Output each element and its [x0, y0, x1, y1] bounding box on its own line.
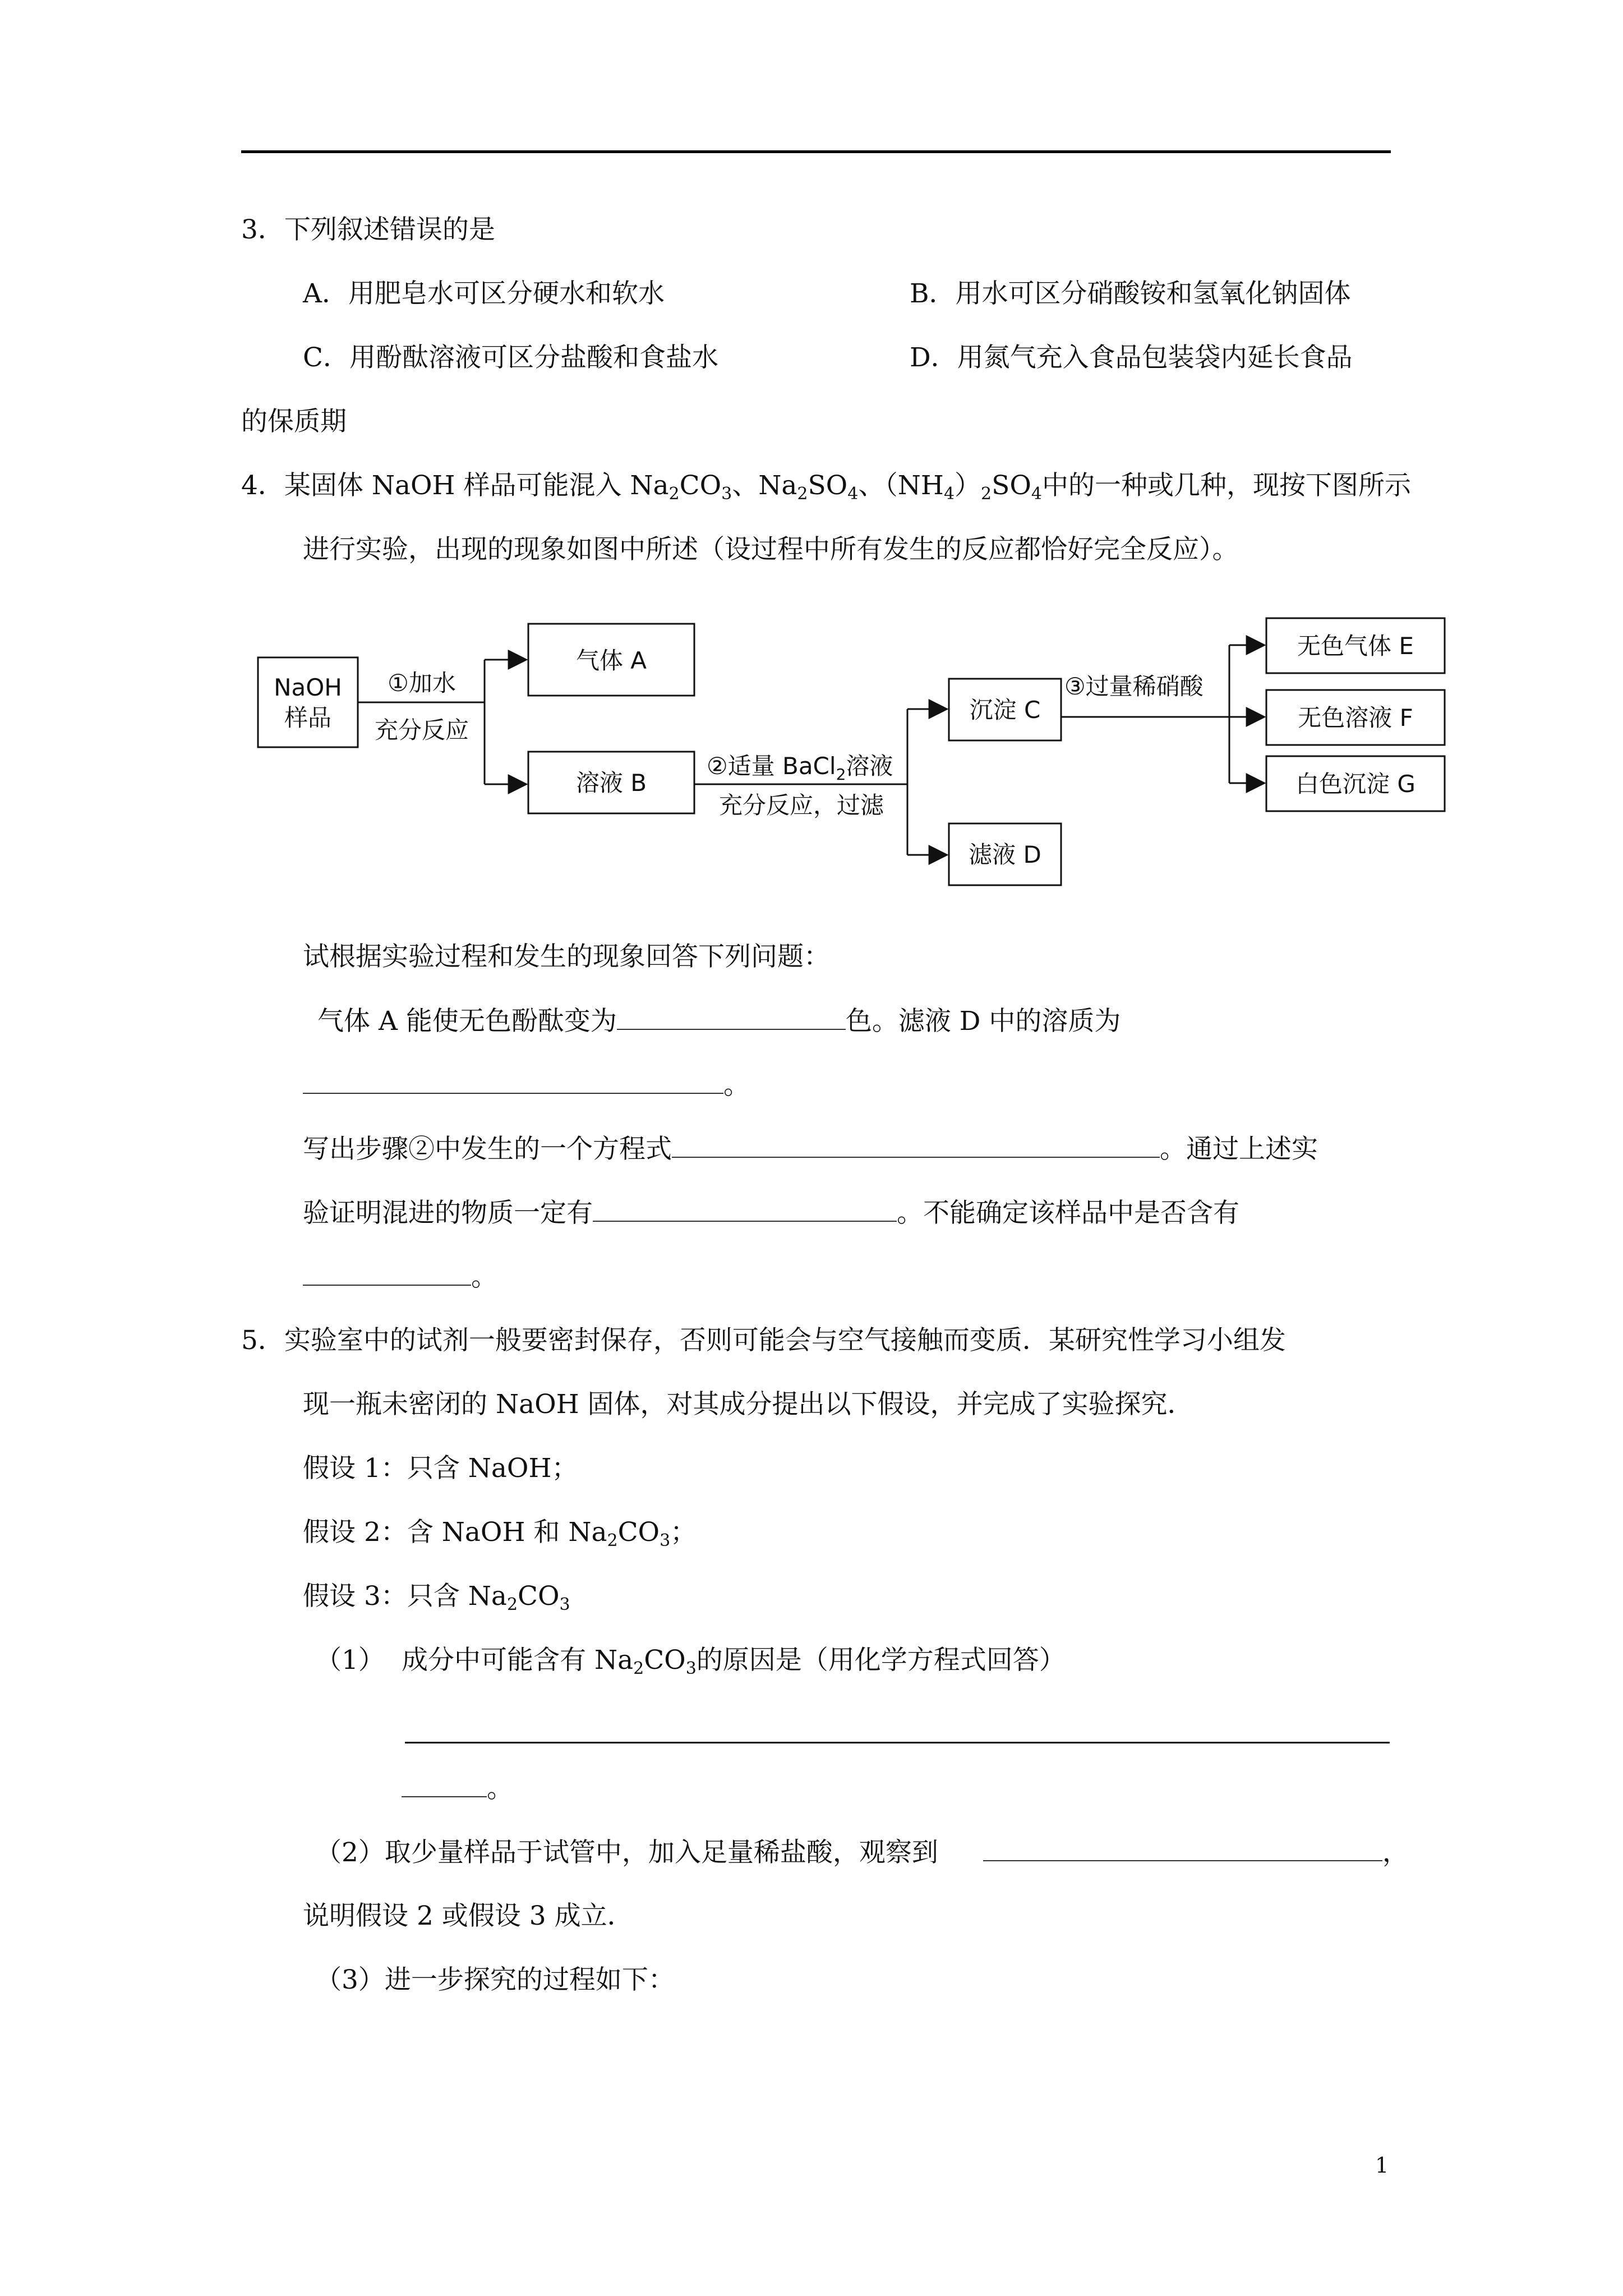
q4-stem-part: SO — [992, 470, 1031, 501]
answer-blank-equation-cont[interactable] — [402, 1772, 487, 1797]
subscript: 3 — [721, 484, 732, 504]
q4-line2 — [303, 1068, 750, 1102]
q5-part1 — [402, 1644, 1066, 1677]
q5-part3: （3）进一步探究的过程如下： — [315, 1964, 675, 1995]
q4-prompt: 试根据实验过程和发生的现象回答下列问题： — [303, 941, 830, 972]
label-naoh: NaOH — [274, 674, 342, 701]
label-solution-b: 溶液 B — [575, 769, 647, 797]
q5-part1-number: （1） — [315, 1645, 385, 1676]
subscript: 3 — [685, 1659, 697, 1678]
step2-text: ②适量 BaCl — [707, 752, 836, 780]
q4-line4 — [303, 1196, 1239, 1230]
q3-option-b: B．用水可区分硝酸铵和氢氧化钠固体 — [910, 278, 1351, 309]
q3-stem: 3．下列叙述错误的是 — [241, 214, 495, 245]
experiment-flow-diagram — [247, 606, 1469, 903]
step2-subscript: 2 — [836, 765, 846, 784]
q4-text: 。 — [471, 1262, 497, 1292]
q5-part2 — [315, 1835, 1409, 1870]
subscript: 2 — [633, 1659, 644, 1678]
subscript: 4 — [1031, 484, 1042, 504]
answer-blank-uncertain[interactable] — [303, 1260, 471, 1286]
q3-option-d: D．用氮气充入食品包装袋内延长食品 — [910, 342, 1353, 373]
q5-stem-line2: 现一瓶未密闭的 NaOH 固体，对其成分提出以下假设，并完成了实验探究． — [303, 1389, 1194, 1420]
label-solution-f: 无色溶液 F — [1298, 704, 1413, 731]
label-step3-nitric-acid: ③过量稀硝酸 — [1064, 673, 1204, 700]
q4-stem-part: SO — [808, 470, 848, 501]
step2-text: 溶液 — [846, 752, 893, 780]
answer-blank-filtrate-solute[interactable] — [303, 1068, 723, 1094]
q5-stem: 5．实验室中的试剂一般要密封保存，否则可能会与空气接触而变质．某研究性学习小组发 — [241, 1325, 1286, 1356]
label-precipitate-c: 沉淀 C — [969, 696, 1041, 724]
subscript: 2 — [981, 484, 992, 504]
q5-part2-conclusion: 说明假设 2 或假设 3 成立． — [303, 1901, 634, 1931]
subscript: 2 — [668, 484, 680, 504]
q5-text: CO — [518, 1581, 560, 1612]
hypothesis-2 — [303, 1516, 697, 1549]
q5-text: CO — [617, 1517, 660, 1548]
label-gas-a: 气体 A — [575, 647, 647, 674]
subscript: 3 — [660, 1531, 671, 1550]
q4-stem-part: 中的一种或几种，现按下图所示 — [1041, 470, 1411, 501]
hypothesis-3 — [303, 1580, 570, 1613]
label-step2-bacl2 — [707, 752, 893, 784]
box-naoh-sample — [258, 657, 358, 747]
q4-text: 。不能确定该样品中是否含有 — [897, 1198, 1239, 1228]
q5-text: 。 — [487, 1773, 513, 1804]
q5-text: （2）取少量样品于试管中，加入足量稀盐酸，观察到 — [315, 1837, 938, 1868]
q4-text: 验证明混进的物质一定有 — [303, 1198, 593, 1228]
hypothesis-1: 假设 1：只含 NaOH； — [303, 1453, 578, 1484]
q5-text: 假设 3：只含 Na — [303, 1581, 507, 1612]
label-sample: 样品 — [284, 704, 332, 731]
label-step1-add-water: ①加水 — [388, 669, 456, 697]
q4-line3 — [303, 1132, 1318, 1166]
q3-option-c: C．用酚酞溶液可区分盐酸和食盐水 — [303, 342, 718, 373]
subscript: 4 — [943, 484, 955, 504]
q5-text: ， — [1382, 1837, 1409, 1868]
answer-blank-substances[interactable] — [593, 1196, 897, 1222]
q4-text: 写出步骤②中发生的一个方程式 — [303, 1134, 672, 1165]
q4-line1 — [317, 1004, 1121, 1038]
q4-line5 — [303, 1260, 497, 1294]
label-filtrate-d: 滤液 D — [969, 841, 1041, 868]
q5-text: CO — [644, 1645, 686, 1676]
q3-option-d-cont: 的保质期 — [241, 406, 347, 437]
subscript: 4 — [847, 484, 859, 504]
q4-text: 色。滤液 D 中的溶质为 — [845, 1006, 1121, 1037]
answer-blank-equation[interactable] — [672, 1132, 1160, 1158]
page-number: 1 — [1375, 2153, 1389, 2178]
q4-stem-part: 、Na — [732, 470, 797, 501]
answer-blank-observation[interactable] — [983, 1835, 1382, 1861]
answer-blank-color[interactable] — [617, 1004, 846, 1030]
q4-text: 气体 A 能使无色酚酞变为 — [317, 1006, 617, 1037]
q4-stem-part: CO — [679, 470, 722, 501]
subscript: 3 — [559, 1595, 570, 1614]
q4-stem — [241, 469, 1411, 503]
subscript: 2 — [797, 484, 808, 504]
label-step1-react: 充分反应 — [374, 716, 469, 744]
label-gas-e: 无色气体 E — [1297, 632, 1414, 660]
q5-text: 的原因是（用化学方程式回答） — [696, 1645, 1066, 1676]
q4-stem-line2: 进行实验，出现的现象如图中所述（设过程中所有发生的反应都恰好完全反应）。 — [303, 534, 1239, 565]
header-rule — [241, 150, 1391, 153]
q4-text: 。 — [723, 1070, 750, 1101]
subscript: 2 — [607, 1531, 618, 1550]
q3-option-a: A．用肥皂水可区分硬水和软水 — [303, 278, 665, 309]
q4-stem-part: 4．某固体 NaOH 样品可能混入 Na — [241, 470, 669, 501]
label-step2-filter: 充分反应，过滤 — [719, 792, 884, 819]
answer-line-equation[interactable] — [405, 1742, 1390, 1743]
label-precipitate-g: 白色沉淀 G — [1295, 770, 1415, 798]
q5-text: ； — [670, 1517, 697, 1548]
q4-stem-part: 、（NH — [858, 470, 944, 501]
q4-text: 。通过上述实 — [1160, 1134, 1318, 1165]
q4-stem-part: ） — [955, 470, 981, 501]
q5-part1-end — [402, 1772, 513, 1806]
q5-text: 假设 2：含 NaOH 和 Na — [303, 1517, 607, 1548]
q5-text: 成分中可能含有 Na — [402, 1645, 634, 1676]
subscript: 2 — [506, 1595, 518, 1614]
